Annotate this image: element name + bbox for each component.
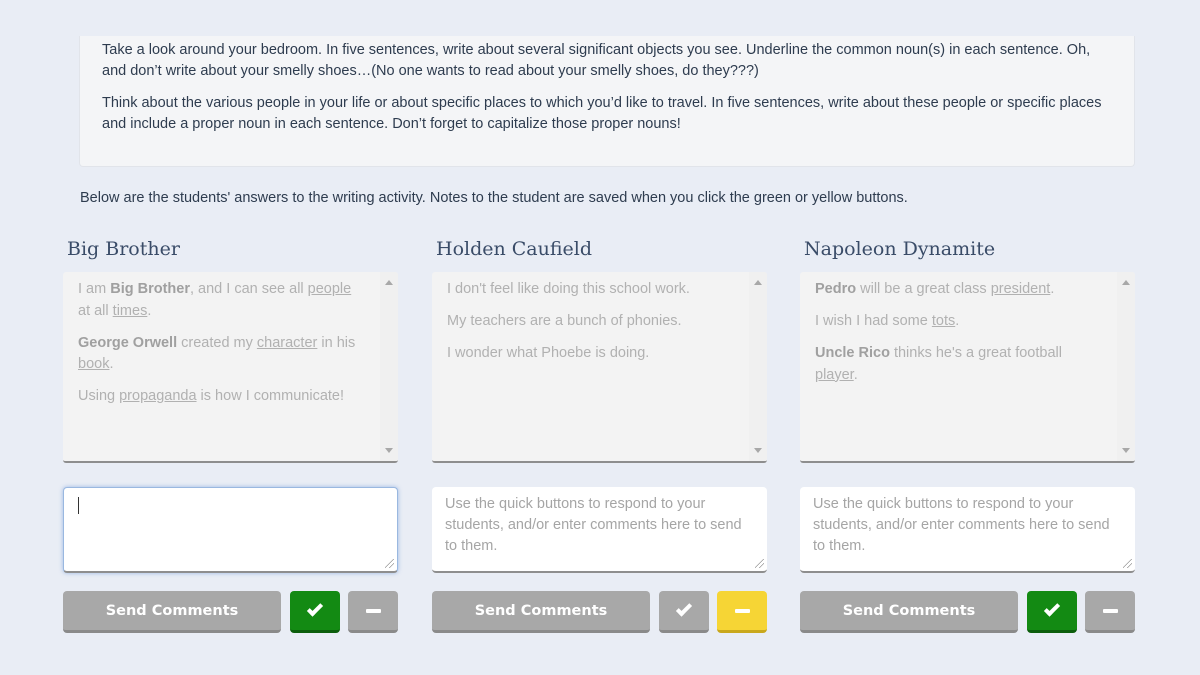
student-answer-box (432, 272, 767, 463)
student-answer-box (800, 272, 1135, 463)
comment-input[interactable] (432, 487, 767, 571)
answer-sentence (815, 343, 1095, 386)
answer-text: . (1050, 281, 1055, 297)
answer-sentence (815, 311, 1095, 333)
comment-box (63, 487, 398, 573)
send-comments-button[interactable]: Send Comments (432, 591, 650, 633)
scroll-up-arrow-icon[interactable] (1122, 280, 1130, 285)
minus-icon (1103, 609, 1118, 613)
answer-text: I am (78, 281, 111, 297)
answer-text: thinks he's a great football (889, 345, 1062, 361)
student-column-napoleon-dynamite (800, 236, 1135, 635)
send-comments-button[interactable]: Send Comments (63, 591, 281, 633)
proper-noun: Big Brother (110, 281, 190, 297)
common-noun: character (256, 334, 318, 351)
minus-icon (735, 609, 750, 613)
answers-note: Below are the students' answers to the writing activity. Notes to the student are saved when you click the green or yellow buttons. (80, 190, 908, 206)
common-noun: player (815, 366, 854, 383)
proper-noun: Uncle Rico (815, 345, 890, 361)
student-answer-text (800, 272, 1135, 386)
needs-work-minus-button[interactable] (348, 591, 398, 633)
answer-text: will be a great class (856, 281, 991, 297)
answer-scrollbar[interactable] (1117, 272, 1135, 461)
student-column-big-brother (63, 236, 398, 635)
answer-sentence (78, 279, 358, 322)
answer-text: Using (78, 388, 120, 404)
answer-sentence (78, 386, 358, 408)
check-icon (676, 600, 692, 616)
needs-work-minus-button[interactable] (717, 591, 767, 633)
scroll-down-arrow-icon[interactable] (385, 448, 393, 453)
scroll-up-arrow-icon[interactable] (385, 280, 393, 285)
answer-sentence: I wonder what Phoebe is doing. (447, 345, 650, 361)
answer-text: created my (177, 334, 257, 351)
approve-check-button[interactable] (290, 591, 340, 633)
text-cursor (78, 497, 79, 514)
answer-sentence: My teachers are a bunch of phonies. (447, 313, 682, 329)
student-answer-text (432, 272, 767, 365)
common-noun: times (112, 302, 148, 319)
instruction-paragraph-2: Think about the various people in your life or about specific places to which you’d like to travel. In five sentences, write about these people or specific places and include a proper noun in each sentence. Don’t forget to capitalize those proper nouns! (102, 95, 1102, 132)
answer-scrollbar[interactable] (749, 272, 767, 461)
answer-text: at all (78, 302, 113, 319)
comment-input[interactable] (800, 487, 1135, 571)
answer-text: . (853, 366, 858, 383)
answer-sentence (78, 333, 358, 376)
student-answer-text (63, 272, 398, 408)
button-row (63, 591, 398, 635)
answer-scrollbar[interactable] (380, 272, 398, 461)
answer-sentence (815, 279, 1095, 301)
student-name: Napoleon Dynamite (804, 238, 996, 260)
scroll-down-arrow-icon[interactable] (754, 448, 762, 453)
proper-noun: Pedro (815, 281, 857, 297)
common-noun: president (990, 281, 1051, 297)
answer-text: . (147, 302, 152, 319)
resize-grip-icon[interactable] (755, 559, 764, 568)
scroll-down-arrow-icon[interactable] (1122, 448, 1130, 453)
scroll-up-arrow-icon[interactable] (754, 280, 762, 285)
send-comments-button[interactable]: Send Comments (800, 591, 1018, 633)
answer-text: in his (317, 334, 356, 351)
common-noun: propaganda (119, 388, 197, 404)
activity-instructions (79, 36, 1135, 167)
approve-check-button[interactable] (659, 591, 709, 633)
button-row (432, 591, 767, 635)
check-icon (307, 600, 323, 616)
needs-work-minus-button[interactable] (1085, 591, 1135, 633)
button-row (800, 591, 1135, 635)
resize-grip-icon[interactable] (385, 559, 394, 568)
comment-box (800, 487, 1135, 573)
answer-text: , and I can see all (189, 281, 308, 297)
student-name: Holden Caufield (436, 238, 593, 260)
student-column-holden-caufield (432, 236, 767, 635)
minus-icon (366, 609, 381, 613)
approve-check-button[interactable] (1027, 591, 1077, 633)
common-noun: book (78, 356, 110, 372)
comment-box (432, 487, 767, 573)
common-noun: tots (931, 313, 956, 329)
comment-input[interactable] (64, 488, 397, 571)
student-name: Big Brother (67, 238, 180, 260)
resize-grip-icon[interactable] (1123, 559, 1132, 568)
common-noun: people (307, 281, 352, 297)
answer-text: I wish I had some (815, 313, 932, 329)
instruction-paragraph-1: Take a look around your bedroom. In five sentences, write about several significant objects you see. Underline the common noun(s) in each sentence. Oh, and don’t write about your smelly shoes…(No one wants to read about your smelly shoes, do they???) (102, 42, 1091, 79)
answer-text: is how I communicate! (196, 388, 345, 404)
student-answer-box (63, 272, 398, 463)
answer-sentence: I don't feel like doing this school work. (447, 281, 690, 297)
answer-text: . (955, 313, 960, 329)
proper-noun: George Orwell (78, 334, 178, 351)
check-icon (1044, 600, 1060, 616)
answer-text: . (109, 356, 114, 372)
